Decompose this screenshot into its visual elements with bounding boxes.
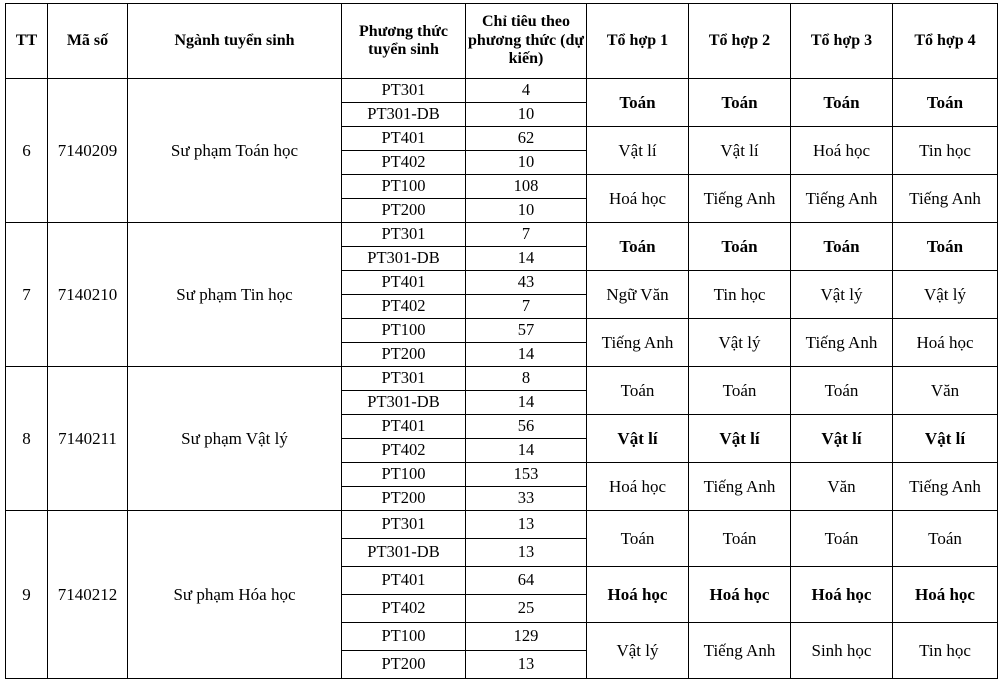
subject-cell-combo-4: Tin học [893, 623, 998, 679]
quota-cell: 7 [466, 295, 587, 319]
subject-cell-combo-2: Toán [689, 367, 791, 415]
subject-cell-combo-2: Tiếng Anh [689, 463, 791, 511]
code-cell: 7140209 [48, 79, 128, 223]
subject-cell-combo-1: Toán [587, 367, 689, 415]
quota-cell: 4 [466, 79, 587, 103]
method-cell: PT301 [342, 511, 466, 539]
subject-cell-combo-3: Toán [791, 79, 893, 127]
quota-cell: 43 [466, 271, 587, 295]
subject-cell-combo-1: Hoá học [587, 175, 689, 223]
subject-cell-combo-3: Vật lý [791, 271, 893, 319]
quota-cell: 25 [466, 595, 587, 623]
subject-cell-combo-3: Tiếng Anh [791, 319, 893, 367]
quota-cell: 13 [466, 539, 587, 567]
header-combo-2: Tổ hợp 2 [689, 4, 791, 79]
method-cell: PT402 [342, 151, 466, 175]
method-cell: PT301 [342, 79, 466, 103]
subject-cell-combo-4: Vật lý [893, 271, 998, 319]
header-code: Mã số [48, 4, 128, 79]
subject-cell-combo-2: Vật lý [689, 319, 791, 367]
method-cell: PT401 [342, 271, 466, 295]
method-cell: PT301 [342, 223, 466, 247]
quota-cell: 7 [466, 223, 587, 247]
quota-cell: 14 [466, 343, 587, 367]
header-tt: TT [6, 4, 48, 79]
admissions-table [5, 3, 998, 679]
major-block [6, 223, 998, 367]
subject-cell-combo-1: Hoá học [587, 463, 689, 511]
method-cell: PT401 [342, 127, 466, 151]
table-row [6, 79, 998, 103]
method-cell: PT402 [342, 295, 466, 319]
method-cell: PT100 [342, 623, 466, 651]
subject-cell-combo-1: Toán [587, 511, 689, 567]
method-cell: PT100 [342, 463, 466, 487]
major-cell: Sư phạm Vật lý [128, 367, 342, 511]
header-method: Phương thức tuyển sinh [342, 4, 466, 79]
subject-cell-combo-2: Hoá học [689, 567, 791, 623]
subject-cell-combo-2: Toán [689, 223, 791, 271]
quota-cell: 64 [466, 567, 587, 595]
quota-cell: 153 [466, 463, 587, 487]
major-cell: Sư phạm Toán học [128, 79, 342, 223]
method-cell: PT301-DB [342, 103, 466, 127]
subject-cell-combo-2: Tiếng Anh [689, 623, 791, 679]
quota-cell: 13 [466, 651, 587, 679]
header-combo-4: Tổ hợp 4 [893, 4, 998, 79]
method-cell: PT100 [342, 319, 466, 343]
subject-cell-combo-3: Toán [791, 367, 893, 415]
major-cell: Sư phạm Hóa học [128, 511, 342, 679]
subject-cell-combo-2: Tiếng Anh [689, 175, 791, 223]
subject-cell-combo-4: Tin học [893, 127, 998, 175]
tt-cell: 8 [6, 367, 48, 511]
subject-cell-combo-3: Toán [791, 511, 893, 567]
subject-cell-combo-2: Vật lí [689, 415, 791, 463]
subject-cell-combo-3: Hoá học [791, 127, 893, 175]
subject-cell-combo-1: Vật lý [587, 623, 689, 679]
header-major: Ngành tuyển sinh [128, 4, 342, 79]
method-cell: PT100 [342, 175, 466, 199]
subject-cell-combo-3: Văn [791, 463, 893, 511]
subject-cell-combo-4: Tiếng Anh [893, 463, 998, 511]
subject-cell-combo-4: Hoá học [893, 567, 998, 623]
method-cell: PT402 [342, 595, 466, 623]
subject-cell-combo-2: Toán [689, 79, 791, 127]
subject-cell-combo-2: Vật lí [689, 127, 791, 175]
subject-cell-combo-3: Hoá học [791, 567, 893, 623]
subject-cell-combo-3: Tiếng Anh [791, 175, 893, 223]
subject-cell-combo-4: Văn [893, 367, 998, 415]
method-cell: PT401 [342, 567, 466, 595]
subject-cell-combo-2: Tin học [689, 271, 791, 319]
quota-cell: 14 [466, 439, 587, 463]
quota-cell: 10 [466, 103, 587, 127]
major-block [6, 511, 998, 679]
subject-cell-combo-1: Toán [587, 79, 689, 127]
quota-cell: 14 [466, 391, 587, 415]
header-combo-3: Tổ hợp 3 [791, 4, 893, 79]
subject-cell-combo-2: Toán [689, 511, 791, 567]
method-cell: PT200 [342, 199, 466, 223]
table-row [6, 223, 998, 247]
subject-cell-combo-4: Toán [893, 511, 998, 567]
subject-cell-combo-3: Vật lí [791, 415, 893, 463]
quota-cell: 14 [466, 247, 587, 271]
subject-cell-combo-1: Tiếng Anh [587, 319, 689, 367]
quota-cell: 57 [466, 319, 587, 343]
major-cell: Sư phạm Tin học [128, 223, 342, 367]
method-cell: PT200 [342, 487, 466, 511]
quota-cell: 13 [466, 511, 587, 539]
table-header [6, 4, 998, 79]
method-cell: PT200 [342, 343, 466, 367]
subject-cell-combo-3: Toán [791, 223, 893, 271]
quota-cell: 8 [466, 367, 587, 391]
method-cell: PT402 [342, 439, 466, 463]
quota-cell: 56 [466, 415, 587, 439]
header-combo-1: Tổ hợp 1 [587, 4, 689, 79]
tt-cell: 7 [6, 223, 48, 367]
quota-cell: 10 [466, 151, 587, 175]
quota-cell: 62 [466, 127, 587, 151]
subject-cell-combo-1: Hoá học [587, 567, 689, 623]
subject-cell-combo-1: Vật lí [587, 127, 689, 175]
table-row [6, 511, 998, 539]
method-cell: PT301-DB [342, 539, 466, 567]
method-cell: PT401 [342, 415, 466, 439]
code-cell: 7140212 [48, 511, 128, 679]
subject-cell-combo-4: Tiếng Anh [893, 175, 998, 223]
method-cell: PT301-DB [342, 391, 466, 415]
code-cell: 7140211 [48, 367, 128, 511]
code-cell: 7140210 [48, 223, 128, 367]
subject-cell-combo-4: Toán [893, 79, 998, 127]
subject-cell-combo-4: Toán [893, 223, 998, 271]
subject-cell-combo-4: Vật lí [893, 415, 998, 463]
tt-cell: 9 [6, 511, 48, 679]
table-row [6, 367, 998, 391]
subject-cell-combo-3: Sinh học [791, 623, 893, 679]
subject-cell-combo-1: Toán [587, 223, 689, 271]
quota-cell: 129 [466, 623, 587, 651]
major-block [6, 79, 998, 223]
header-quota: Chỉ tiêu theo phương thức (dự kiến) [466, 4, 587, 79]
tt-cell: 6 [6, 79, 48, 223]
method-cell: PT200 [342, 651, 466, 679]
subject-cell-combo-1: Vật lí [587, 415, 689, 463]
header-row [6, 4, 998, 79]
quota-cell: 10 [466, 199, 587, 223]
method-cell: PT301-DB [342, 247, 466, 271]
subject-cell-combo-4: Hoá học [893, 319, 998, 367]
subject-cell-combo-1: Ngữ Văn [587, 271, 689, 319]
quota-cell: 108 [466, 175, 587, 199]
method-cell: PT301 [342, 367, 466, 391]
quota-cell: 33 [466, 487, 587, 511]
major-block [6, 367, 998, 511]
